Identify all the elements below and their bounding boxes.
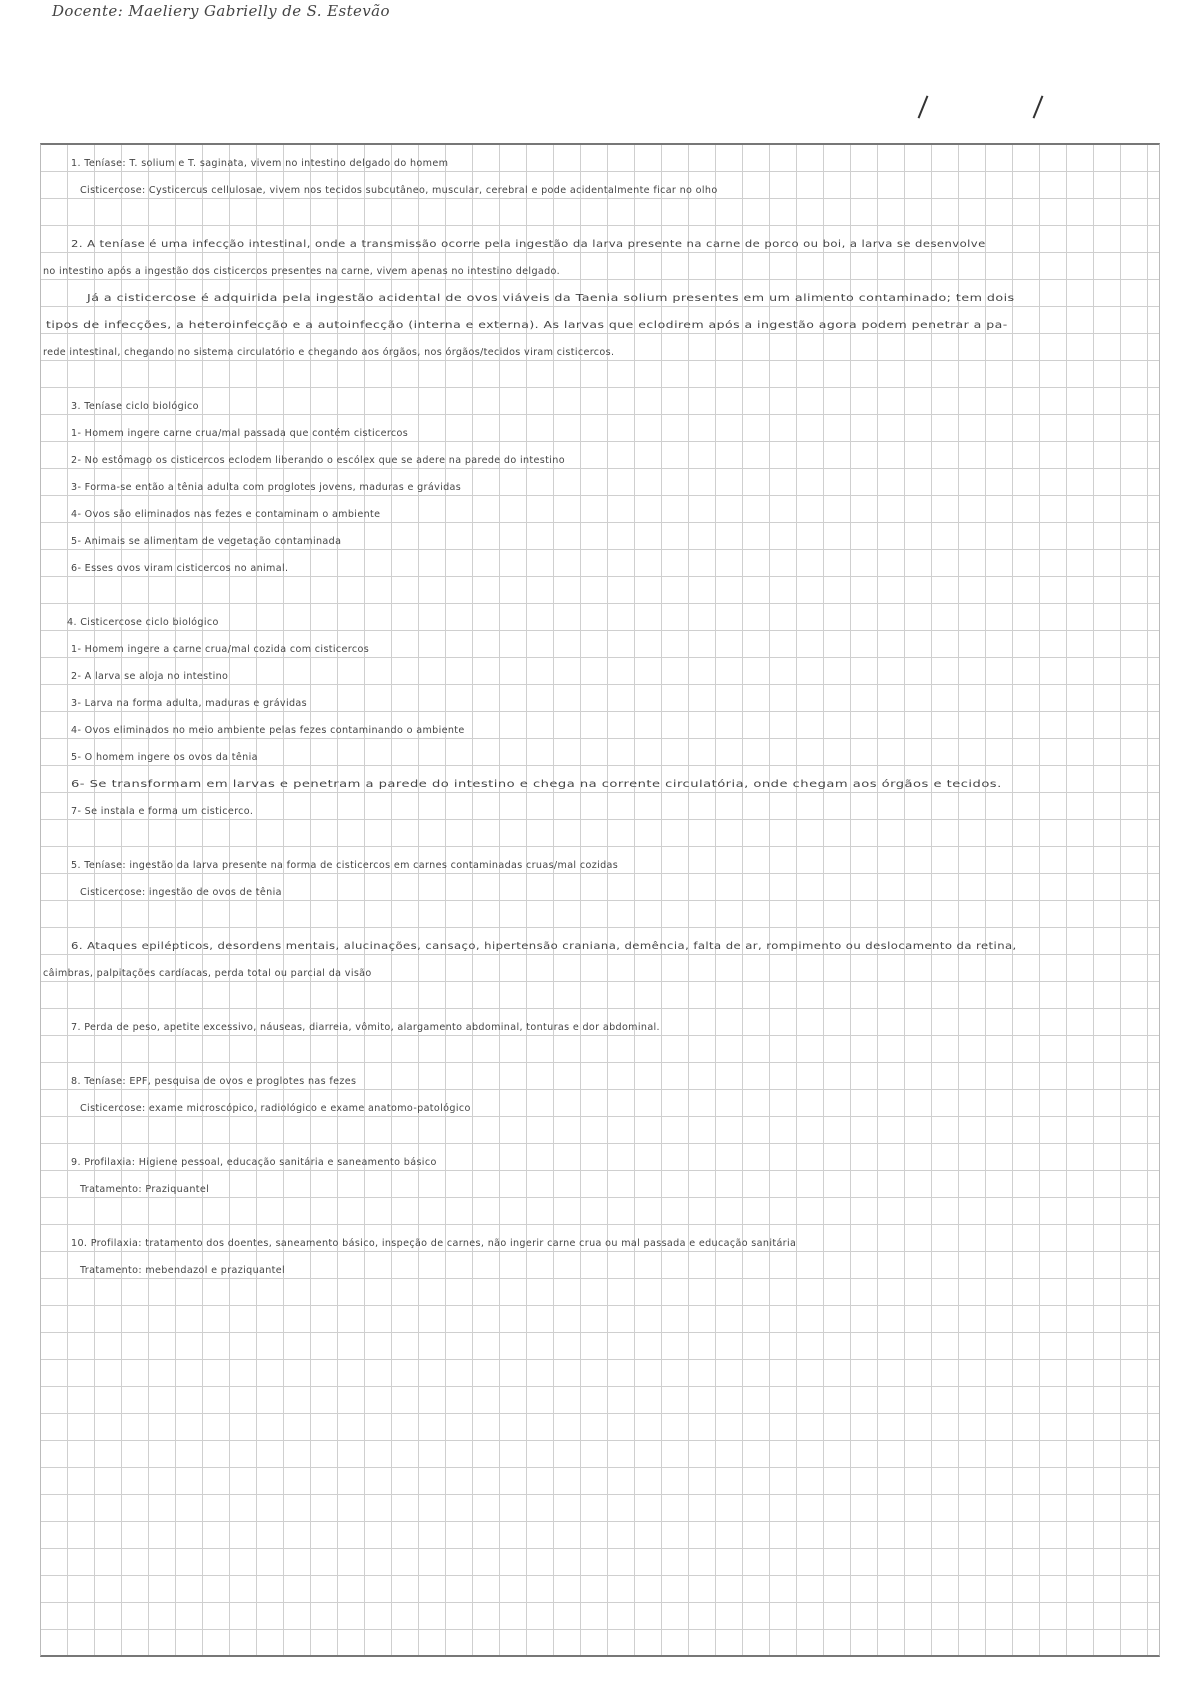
answer-line: 5. Teníase: ingestão da larva presente na forma de cisticercos em carnes contaminadas cruas/mal cozidas	[71, 860, 619, 871]
answer-line: 1. Teníase: T. solium e T. saginata, vivem no intestino delgado do homem	[71, 158, 449, 169]
answer-line: Cisticercose: Cysticercus cellulosae, vivem nos tecidos subcutâneo, muscular, cerebral e pode acidentalmente ficar no olho	[80, 185, 718, 196]
answer-line: Já a cisticercose é adquirida pela ingestão acidental de ovos viáveis da Taenia solium presentes em um alimento contaminado; tem dois	[87, 293, 1015, 304]
answer-line: 2. A teníase é uma infecção intestinal, onde a transmissão ocorre pela ingestão da larva presente na carne de porco ou boi, a larva se desenvolve	[71, 239, 986, 250]
page-header-name: Docente: Maeliery Gabrielly de S. Estevão	[52, 2, 390, 20]
answer-line: 5- O homem ingere os ovos da tênia	[71, 752, 258, 763]
answer-line: 10. Profilaxia: tratamento dos doentes, saneamento básico, inspeção de carnes, não ingerir carne crua ou mal passada e educação sanitária	[71, 1238, 797, 1249]
answer-line: tipos de infecções, a heteroinfecção e a autoinfecção (interna e externa). As larvas que eclodirem após a ingestão agora podem penetrar a pa-	[46, 320, 1008, 331]
answer-line: rede intestinal, chegando no sistema circulatório e chegando aos órgãos, nos órgãos/tecidos viram cisticercos.	[43, 347, 615, 358]
answer-line: 3. Teníase ciclo biológico	[71, 401, 199, 412]
answer-line: 9. Profilaxia: Higiene pessoal, educação sanitária e saneamento básico	[71, 1157, 437, 1168]
answer-line: 1- Homem ingere a carne crua/mal cozida com cisticercos	[71, 644, 370, 655]
answer-line: 8. Teníase: EPF, pesquisa de ovos e proglotes nas fezes	[71, 1076, 357, 1087]
answer-line: 2- No estômago os cisticercos eclodem liberando o escólex que se adere na parede do intestino	[71, 455, 565, 466]
answer-line: Cisticercose: ingestão de ovos de tênia	[80, 887, 282, 898]
grid-paper	[40, 143, 1160, 1657]
answer-line: 1- Homem ingere carne crua/mal passada que contém cisticercos	[71, 428, 409, 439]
answer-line: 4. Cisticercose ciclo biológico	[67, 617, 219, 628]
answer-line: 5- Animais se alimentam de vegetação contaminada	[71, 536, 342, 547]
answer-line: 7. Perda de peso, apetite excessivo, náuseas, diarreia, vômito, alargamento abdominal, tonturas e dor abdominal.	[71, 1022, 660, 1033]
answer-line: 6- Se transformam em larvas e penetram a parede do intestino e chega na corrente circulatória, onde chegam aos órgãos e tecidos.	[71, 779, 1002, 790]
answer-line: Tratamento: mebendazol e praziquantel	[80, 1265, 286, 1276]
answer-line: 4- Ovos eliminados no meio ambiente pelas fezes contaminando o ambiente	[71, 725, 465, 736]
answer-line: 2- A larva se aloja no intestino	[71, 671, 229, 682]
answer-line: 3- Forma-se então a tênia adulta com proglotes jovens, maduras e grávidas	[71, 482, 462, 493]
answer-line: no intestino após a ingestão dos cisticercos presentes na carne, vivem apenas no intestino delgado.	[43, 266, 561, 277]
answer-line: 6- Esses ovos viram cisticercos no animal.	[71, 563, 289, 574]
answer-line: Tratamento: Praziquantel	[80, 1184, 210, 1195]
date-slash-1	[918, 95, 929, 118]
date-slash-2	[1033, 95, 1044, 118]
answer-line: Cisticercose: exame microscópico, radiológico e exame anatomo-patológico	[80, 1103, 471, 1114]
answer-line: 7- Se instala e forma um cisticerco.	[71, 806, 254, 817]
answer-line: 6. Ataques epilépticos, desordens mentais, alucinações, cansaço, hipertensão craniana, demência, falta de ar, rompimento ou deslocamento da retina,	[71, 941, 1017, 952]
answer-line: 3- Larva na forma adulta, maduras e grávidas	[71, 698, 307, 709]
answer-line: 4- Ovos são eliminados nas fezes e contaminam o ambiente	[71, 509, 381, 520]
answer-line: câimbras, palpitações cardíacas, perda total ou parcial da visão	[43, 968, 372, 979]
